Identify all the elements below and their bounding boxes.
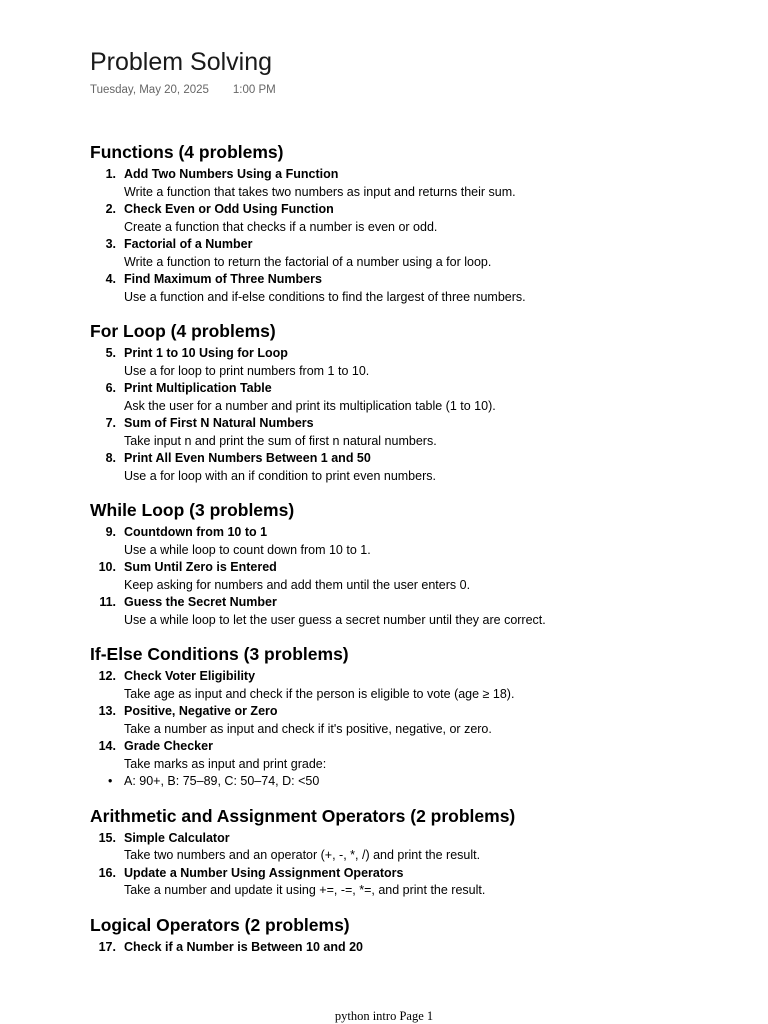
problem-description: Use a while loop to count down from 10 to 1.: [124, 542, 371, 557]
problem-description: Keep asking for numbers and add them until the user enters 0.: [124, 577, 471, 592]
section-heading: If-Else Conditions (3 problems): [90, 644, 349, 664]
problem-number: 12.: [98, 669, 116, 683]
problem-title: Check Even or Odd Using Function: [124, 202, 334, 216]
problem-item: [90, 236, 730, 271]
problem-title: Print 1 to 10 Using for Loop: [124, 346, 288, 360]
problem-number: 11.: [99, 595, 116, 609]
problem-description: Use a function and if-else conditions to find the largest of three numbers.: [124, 289, 526, 304]
problem-item: [90, 380, 730, 415]
problem-item: [90, 201, 730, 236]
problem-description: Take two numbers and an operator (+, -, *, /) and print the result.: [124, 848, 481, 862]
problem-description: Write a function to return the factorial of a number using a for loop.: [124, 254, 492, 269]
problem-description: Use a for loop with an if condition to print even numbers.: [124, 468, 436, 483]
note-time: 1:00 PM: [232, 84, 276, 96]
problem-description: Use a while loop to let the user guess a secret number until they are correct.: [124, 612, 546, 627]
note-timestamp: [90, 82, 276, 98]
section: [90, 319, 730, 485]
problem-title: Print Multiplication Table: [124, 381, 272, 395]
problem-number: 15.: [98, 830, 116, 845]
problem-description: Take a number and update it using +=, -=, *=, and print the result.: [124, 883, 486, 897]
problem-item: [90, 668, 730, 703]
problem-title: Print All Even Numbers Between 1 and 50: [124, 451, 371, 465]
section-heading: While Loop (3 problems): [90, 500, 295, 520]
problem-title: Sum of First N Natural Numbers: [124, 416, 314, 430]
section-heading: Functions (4 problems): [90, 142, 284, 162]
problem-number: 6.: [105, 381, 116, 395]
problem-title: Guess the Secret Number: [124, 595, 277, 609]
problem-number: 5.: [105, 346, 116, 360]
note-body: [90, 140, 730, 969]
problem-number: 9.: [105, 525, 116, 539]
problem-title: Grade Checker: [124, 739, 213, 753]
problem-item: [90, 939, 730, 957]
section-heading: For Loop (4 problems): [90, 321, 276, 341]
bullet-text: A: 90+, B: 75–89, C: 50–74, D: <50: [124, 774, 320, 788]
page-title: Problem Solving: [90, 48, 273, 76]
problem-number: 13.: [98, 704, 116, 718]
problem-item: [90, 524, 730, 559]
problem-item: [90, 345, 730, 380]
problem-item: [90, 450, 730, 485]
section: [90, 804, 730, 900]
problem-item: [90, 594, 730, 629]
section-heading: Logical Operators (2 problems): [90, 914, 350, 935]
problem-number: 3.: [105, 237, 116, 251]
problem-title: Add Two Numbers Using a Function: [124, 167, 339, 181]
problem-title: Sum Until Zero is Entered: [124, 560, 277, 574]
problem-description: Take marks as input and print grade:: [124, 756, 327, 771]
section: [90, 913, 730, 957]
section: [90, 140, 730, 306]
problem-title: Update a Number Using Assignment Operators: [124, 865, 404, 880]
problem-item: [90, 703, 730, 738]
problem-description: Ask the user for a number and print its multiplication table (1 to 10).: [124, 398, 496, 413]
problem-item: [90, 166, 730, 201]
section: [90, 642, 730, 791]
problem-number: 1.: [105, 167, 116, 181]
bullet-icon: •: [108, 774, 113, 788]
note-date: Tuesday, May 20, 2025: [90, 84, 209, 96]
problem-number: 2.: [105, 202, 116, 216]
problem-title: Factorial of a Number: [124, 237, 253, 251]
problem-title: Find Maximum of Three Numbers: [124, 272, 322, 286]
bullet-item: [90, 773, 730, 791]
problem-description: Create a function that checks if a number is even or odd.: [124, 219, 438, 234]
problem-number: 14.: [98, 739, 116, 753]
problem-title: Countdown from 10 to 1: [124, 525, 268, 539]
problem-title: Simple Calculator: [124, 830, 230, 845]
problem-number: 10.: [98, 560, 116, 574]
problem-item: [90, 415, 730, 450]
problem-item: [90, 738, 730, 773]
problem-number: 4.: [105, 272, 116, 286]
section-heading: Arithmetic and Assignment Operators (2 problems): [90, 805, 516, 826]
problem-description: Write a function that takes two numbers as input and returns their sum.: [124, 184, 516, 199]
problem-title: Positive, Negative or Zero: [124, 704, 278, 718]
problem-number: 8.: [105, 451, 116, 465]
problem-description: Take a number as input and check if it's positive, negative, or zero.: [124, 721, 492, 736]
problem-number: 16.: [98, 865, 116, 880]
problem-number: 7.: [105, 416, 116, 430]
problem-description: Take age as input and check if the person is eligible to vote (age ≥ 18).: [124, 686, 515, 701]
problem-item: [90, 559, 730, 594]
section: [90, 498, 730, 629]
problem-description: Take input n and print the sum of first n natural numbers.: [124, 433, 437, 448]
problem-title: Check Voter Eligibility: [124, 669, 256, 683]
problem-number: 17.: [98, 939, 116, 954]
problem-description: Use a for loop to print numbers from 1 to 10.: [124, 363, 370, 378]
problem-item: [90, 865, 730, 900]
problem-item: [90, 271, 730, 306]
problem-item: [90, 830, 730, 865]
problem-title: Check if a Number is Between 10 and 20: [124, 939, 363, 954]
page-footer: python intro Page 1: [334, 1009, 434, 1023]
